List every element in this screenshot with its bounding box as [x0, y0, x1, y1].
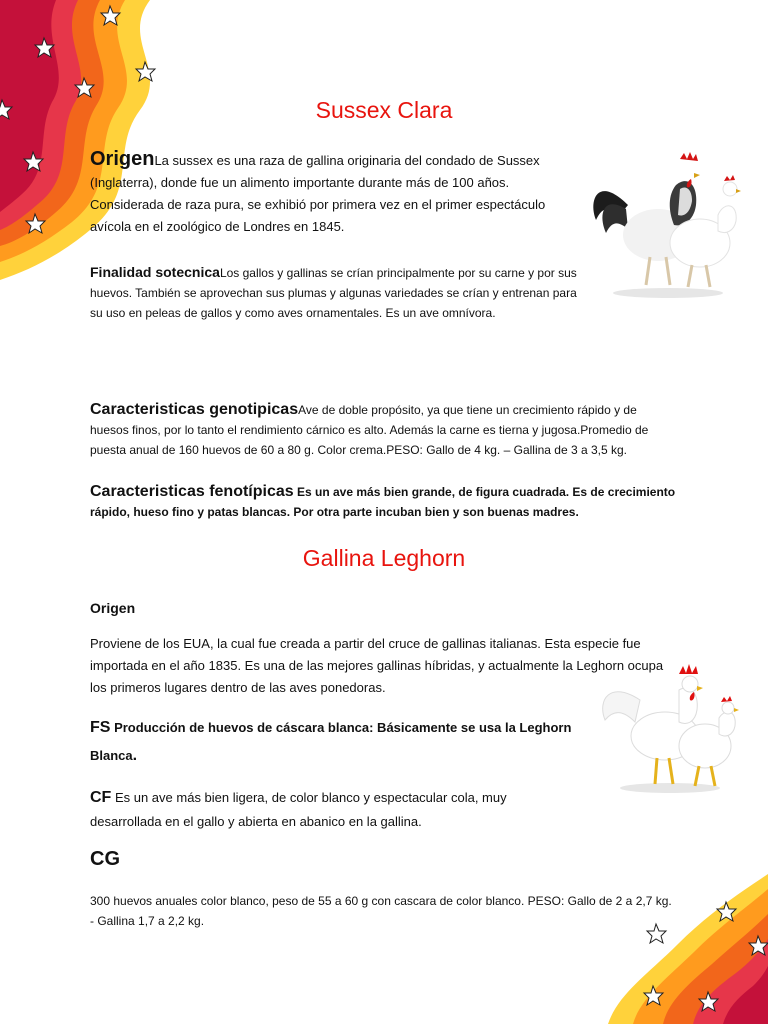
leghorn-origin-text: Proviene de los EUA, la cual fue creada a partir del cruce de gallinas italianas. Esta especie fue importada en el año 1835. Es una de las mejores gallinas híbridas, y actualmente la Leghorn ocupa los primeros lugares dentro de las aves ponedoras. [90, 636, 664, 695]
sussex-phenotypic-paragraph [90, 482, 676, 522]
leghorn-fs-paragraph [90, 714, 590, 770]
leghorn-chickens-image [595, 660, 745, 800]
leghorn-fs-text: Producción de huevos de cáscara blanca: Básicamente se usa la Leghorn Blanca [90, 720, 572, 763]
sussex-origin-paragraph [90, 148, 580, 238]
leghorn-cg-heading: CG [90, 848, 120, 870]
leghorn-origin-heading-block [90, 597, 390, 620]
sussex-phenotypic-heading: Caracteristicas fenotípicas [90, 483, 294, 500]
leghorn-cg-heading-block [90, 848, 390, 872]
sussex-phenotypic-text: Es un ave más bien grande, de figura cuadrada. Es de crecimiento rápido, hueso fino y patas blancas. Por otra parte incuban bien y son buenas madres. [90, 485, 676, 519]
sussex-purpose-heading: Finalidad sotecnica [90, 264, 220, 280]
sussex-title: Sussex Clara [315, 97, 453, 123]
leghorn-fs-period: . [132, 747, 138, 764]
sussex-origin-text: La sussex es una raza de gallina originaria del condado de Sussex (Inglaterra), donde fue un alimento importante durante más de 100 años. Considerada de raza pura, se exhibió por primera vez en el primer espectáculo avícola en el zoológico de Londres en 1845. [90, 153, 546, 234]
sussex-chickens-image [588, 145, 748, 305]
leghorn-cf-paragraph [90, 786, 560, 834]
sussex-genotypic-text: Ave de doble propósito, ya que tiene un crecimiento rápido y de huesos finos, por lo tanto el rendimiento cárnico es alto. Además la carne es tierna y jugosa.Promedio de puesta anual de 160 huevos de 60 a 80 g. Color crema.PESO: Gallo de 4 kg. – Gallina de 3 a 3,5 kg. [90, 403, 649, 457]
sussex-genotypic-paragraph [90, 400, 676, 460]
leghorn-origin-heading: Origen [90, 600, 136, 616]
leghorn-cf-text: Es un ave más bien ligera, de color blanco y espectacular cola, muy desarrollada en el gallo y abierta en abanico en la gallina. [90, 790, 507, 829]
sussex-genotypic-heading: Caracteristicas genotipicas [90, 401, 299, 418]
leghorn-origin-paragraph [90, 633, 676, 699]
sussex-purpose-text: Los gallos y gallinas se crían principalmente por su carne y por sus huevos. También se aprovechan sus plumas y algunas variedades se crían y entrenan para su uso en peleas de gallos y como aves ornamentales. Es un ave omnívora. [90, 266, 577, 320]
sussex-purpose-paragraph [90, 262, 580, 323]
leghorn-fs-heading: FS [90, 719, 111, 736]
leghorn-cf-heading: CF [90, 789, 112, 806]
leghorn-cg-paragraph [90, 891, 676, 931]
sussex-origin-heading: Origen [90, 148, 155, 170]
leghorn-title: Gallina Leghorn [302, 545, 466, 571]
leghorn-cg-text: 300 huevos anuales color blanco, peso de 55 a 60 g con cascara de color blanco. PESO: Gallo de 2 a 2,7 kg. - Gallina 1,7 a 2,2 kg. [90, 894, 672, 928]
